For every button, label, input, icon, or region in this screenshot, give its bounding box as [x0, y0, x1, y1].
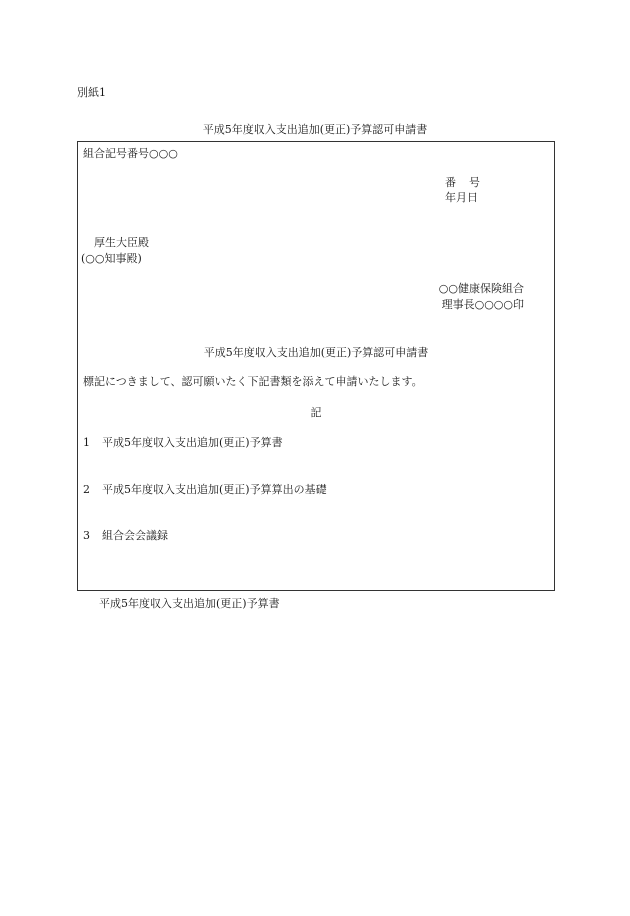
application-title: 平成5年度収入支出追加(更正)予算認可申請書	[203, 346, 429, 359]
sender-chief-director: 理事長○○○○印	[441, 298, 524, 311]
addressee-governor: (○○知事殿)	[81, 252, 142, 265]
addressee-minister: 厚生大臣殿	[94, 236, 149, 249]
list-item-number: 3	[83, 529, 90, 542]
document-title: 平成5年度収入支出追加(更正)予算認可申請書	[202, 123, 428, 136]
application-body-text: 標記につきまして、認可願いたく下記書類を添えて申請いたします。	[83, 375, 423, 388]
list-item-text: 平成5年度収入支出追加(更正)予算書	[102, 436, 283, 449]
list-item	[83, 530, 168, 541]
number-label-char-1: 番	[445, 176, 456, 189]
list-item-text: 組合会会議録	[102, 529, 168, 542]
ki-heading: 記	[310, 406, 322, 419]
attachment-label: 別紙1	[77, 86, 106, 99]
list-item	[83, 437, 283, 448]
document-number-label	[445, 177, 480, 188]
application-form-frame	[77, 141, 555, 591]
number-label-char-2: 号	[469, 176, 480, 189]
list-item-number: 2	[83, 483, 90, 496]
list-item	[83, 484, 327, 495]
list-item-number: 1	[83, 436, 90, 449]
sender-union-name: ○○健康保険組合	[438, 282, 524, 295]
footer-budget-title: 平成5年度収入支出追加(更正)予算書	[99, 597, 280, 610]
union-code-number: 組合記号番号○○○	[83, 147, 178, 160]
list-item-text: 平成5年度収入支出追加(更正)予算算出の基礎	[102, 483, 327, 496]
date-label: 年月日	[445, 191, 478, 204]
